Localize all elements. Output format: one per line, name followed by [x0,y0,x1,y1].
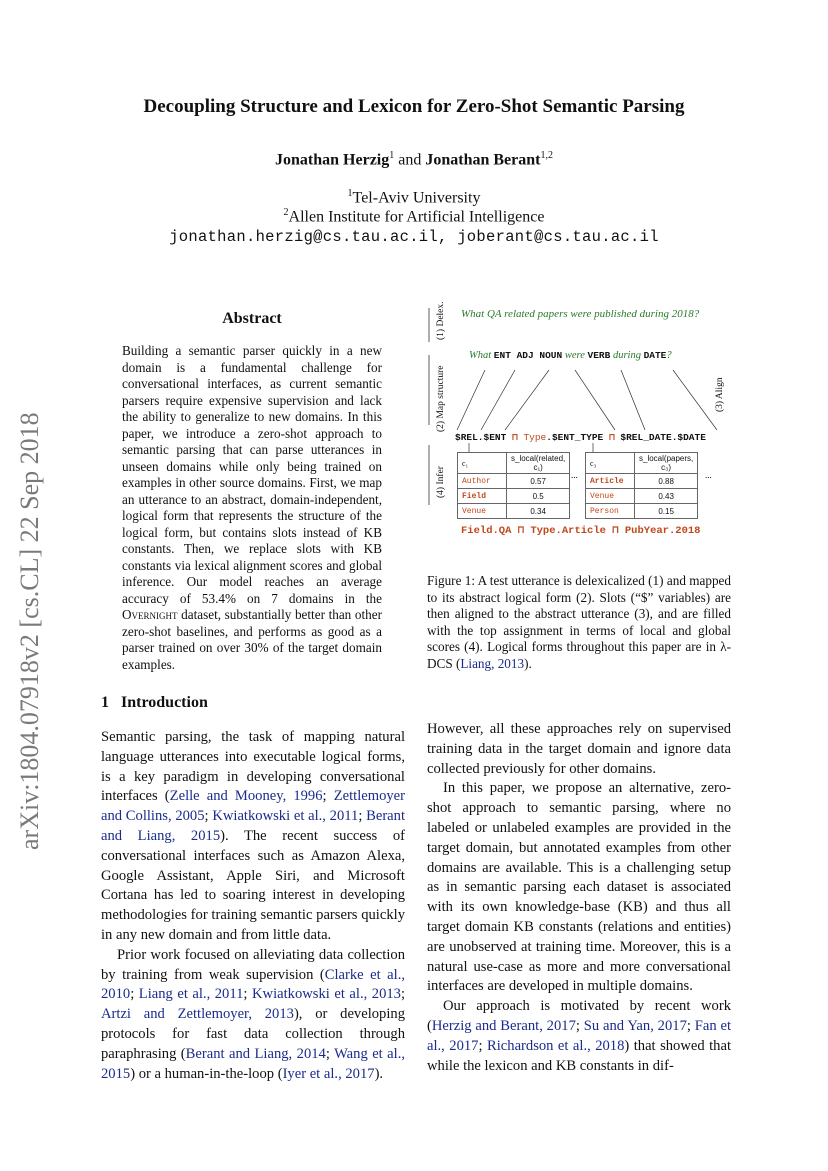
slot-table-2 [585,452,698,519]
align-line-2 [481,370,515,430]
t2-r1-name: Article [586,474,635,489]
author-1: Jonathan Herzig [275,151,390,169]
lc-p1a: Semantic parsing, the task of mapping natural language utterances into executable logical forms, is a key paradigm in developing conversational interfaces ( [101,729,405,805]
label-delex: (1) Delex. [436,301,446,340]
caption-end: ). [524,655,532,671]
section-heading [101,694,208,712]
cite-kwiatkowski-2011[interactable]: Kwiatkowski et al., 2011 [212,808,359,825]
t2-r2-val: 0.43 [635,489,698,504]
caption-cite[interactable]: Liang, 2013 [460,655,525,671]
cite-su[interactable]: Su and Yan, 2017 [583,1017,687,1034]
alf-f: $REL_DATE [620,432,672,443]
utterance: What QA related papers were published during 2018? [461,308,700,320]
alf-c: Type [523,432,547,443]
alf-e: ⊓ [603,432,621,443]
author-emails: jonathan.herzig@cs.tau.ac.il, joberant@cs.tau.ac.il [169,228,659,246]
t2-r1-val: 0.88 [635,474,698,489]
rc-p3b: ) that showed that while the lexicon and KB constants in dif- [427,1037,731,1074]
right-paragraph-2: In this paper, we propose an alternative, zero-shot approach to semantic parsing, where no labeled or unlabeled examples are provided in the target domain, but annotated examples from other domains are available. This is a challenging setup as in semantic parsing each dataset is associated with its own knowledge-base (KB) and thus all target domain KB constants (relations and entities) are unobserved at training time. Moreover, this is a natural use-case as more and more conversational interfaces are developed in multiple domains. [427,780,731,995]
alf-d: .$ENT_TYPE [546,432,604,443]
right-column [427,720,731,1076]
cite-fan[interactable]: Fan et al., 2017 [427,1017,732,1054]
align-line-4 [575,370,615,430]
final-logical-form: Field.QA ⊓ Type.Article ⊓ PubYear.2018 [461,525,701,537]
lc-p2b: ), or developing protocols for fast data collection through paraphrasing ( [101,1006,405,1062]
abstract-part-1: Building a semantic parser quickly in a new domain is a fundamental challenge for conversational interfaces, as current semantic parsers require expensive supervision and lack the ability to generalize to new domains. In this paper, we introduce a zero-shot approach to semantic parsing that can parse utterances in unseen domains while only being trained on examples in other source domains. First, we map an utterance to an abstract, domain-independent, logical form that represents the structure of the logical form, but contains slots instead of KB constants. Then, we replace slots with KB constants via lexical alignment scores and global inference. Our model reaches an average accuracy of 53.4% on 7 domains in the [122,343,382,606]
align-line-5 [621,370,645,430]
align-line-1 [457,370,485,430]
au-w5: during [610,350,644,361]
right-paragraph-1: However, all these approaches rely on supervised training data in the target domain and ignore data collected previously for other domains. [427,721,731,777]
abstract-logical-form [455,432,706,443]
author-and: and [394,151,426,169]
cite-artzi[interactable]: Artzi and Zettlemoyer, 2013 [101,1006,294,1023]
lc-p2c: ) or a human-in-the-loop ( [130,1065,283,1082]
cite-richardson[interactable]: Richardson et al., 2018 [487,1037,625,1054]
label-infer: (4) Infer [436,466,446,498]
author-1-sup: 1 [389,150,395,161]
t2-head-score: s_local(papers, c₃) [635,453,698,474]
abstract-part-2: dataset, substantially better than other zero-shot baselines, and performs as good as a parser trained on over 30% of the target domain examples. [122,607,382,672]
section-title: Introduction [121,694,208,711]
align-line-3 [505,370,549,430]
lc-p1b: ). The recent success of conversational interfaces such as Amazon Alexa, Google Assistant, Apple Siri, and Microsoft Cortana has led to soaring interest in developing methodologies for training semantic parsers quickly in any new domain and from little data. [101,827,405,943]
slot-table-1 [457,452,570,519]
cite-kwiatkowski-2013[interactable]: Kwiatkowski et al., 2013 [252,986,401,1003]
t1-r3-val: 0.34 [507,504,570,519]
author-2-sup: 1,2 [540,150,553,161]
caption-text: Figure 1: A test utterance is delexicalized (1) and mapped to its abstract logical form (2). Slots (“$” variables) are then aligned to the abstract utterance (3), and are filled with the top assignment in terms of local and global scores (4). Logical forms throughout this paper are in λ-DCS ( [427,573,731,671]
ellipsis-2: ... [705,470,712,480]
left-paragraph-1: Semantic parsing, the task of mapping natural language utterances into executable logical forms, is a key paradigm in developing conversational interfaces (Zelle and Mooney, 1996; Zettlemoyer and Collins, 2005; Kwiatkowski et al., 2011; Berant and Liang, 2015). The recent success of conversational interfaces such as Amazon Alexa, Google Assistant, Apple Siri, and Microsoft Cortana has led to soaring interest in developing methodologies for training semantic parsers quickly in any new domain and from little data. [101,729,406,943]
paper-title: Decoupling Structure and Lexicon for Zero-Shot Semantic Parsing [143,96,685,117]
affiliation-2 [0,207,828,226]
au-w2: ENT ADJ NOUN [493,350,563,361]
cite-liang-2011[interactable]: Liang et al., 2011 [138,986,244,1003]
t1-r2-name: Field [458,489,507,504]
left-paragraph-2: Prior work focused on alleviating data collection by training from weak supervision (Clarke et al., 2010; Liang et al., 2011; Kwiatkowski et al., 2013; Artzi and Zettlemoyer, 2013), or developing protocols for fast data collection through paraphrasing (Berant and Liang, 2014; Wang et al., 2015) or a human-in-the-loop (Iyer et al., 2017). [101,946,406,1082]
figure-caption [427,573,731,673]
affiliation-1 [0,188,828,207]
cite-herzig[interactable]: Herzig and Berant, 2017 [431,1017,576,1034]
affiliation-1-name: Tel-Aviv University [352,189,481,207]
cite-iyer[interactable]: Iyer et al., 2017 [282,1065,375,1082]
au-w3: were [562,350,588,361]
t2-r3-val: 0.15 [635,504,698,519]
author-line [0,150,828,169]
t2-r2-name: Venue [586,489,635,504]
abstract-utterance [469,350,672,361]
label-align: (3) Align [715,377,725,412]
cite-clarke[interactable]: Clarke et al., 2010 [101,966,405,1003]
ellipsis-1: ... [571,470,578,480]
au-w7: ? [666,350,672,361]
left-column [101,728,405,1084]
abstract-heading: Abstract [222,310,282,327]
cite-zelle[interactable]: Zelle and Mooney, 1996 [169,788,323,805]
arxiv-identifier: arXiv:1804.07918v2 [cs.CL] 22 Sep 2018 [15,412,44,850]
alf-g: .$DATE [671,432,706,443]
affiliation-2-sup: 2 [283,207,289,218]
alf-b: ⊓ [506,432,524,443]
au-w1: What [469,350,494,361]
cite-zettlemoyer[interactable]: Zettlemoyer and Collins, 2005 [101,788,406,825]
label-map-structure: (2) Map structure [436,365,446,432]
lc-p2d: ). [374,1065,384,1082]
abstract-overnight: Overnight [122,607,178,622]
cite-berant-2014[interactable]: Berant and Liang, 2014 [185,1045,326,1062]
affiliation-2-name: Allen Institute for Artificial Intelligence [288,208,545,226]
t1-head-c: c₁ [458,453,507,474]
section-number: 1 [101,694,109,711]
cite-berant-2015[interactable]: Berant and Liang, 2015 [101,808,406,844]
t1-head-score: s_local(related, c₁) [507,453,570,474]
t1-r1-val: 0.57 [507,474,570,489]
t2-head-c: c₃ [586,453,635,474]
author-2: Jonathan Berant [425,151,541,169]
alf-a: $REL.$ENT [455,432,507,443]
abstract-text [122,343,382,673]
au-w6: DATE [643,350,667,361]
right-paragraph-3: Our approach is motivated by recent work (Herzig and Berant, 2017; Su and Yan, 2017; Fan et al., 2017; Richardson et al., 2018) that showed that while the lexicon and KB constants in dif- [427,998,732,1074]
cite-wang[interactable]: Wang et al., 2015 [101,1045,405,1082]
rc-p3a: Our approach is motivated by recent work ( [427,998,731,1034]
t1-r3-name: Venue [458,504,507,519]
t1-r1-name: Author [458,474,507,489]
figure-1 [425,300,745,550]
t2-r3-name: Person [586,504,635,519]
au-w4: VERB [587,350,611,361]
align-line-6 [673,370,717,430]
t1-r2-val: 0.5 [507,489,570,504]
affiliation-1-sup: 1 [347,188,353,199]
lc-p2a: Prior work focused on alleviating data collection by training from weak supervision ( [101,946,405,983]
